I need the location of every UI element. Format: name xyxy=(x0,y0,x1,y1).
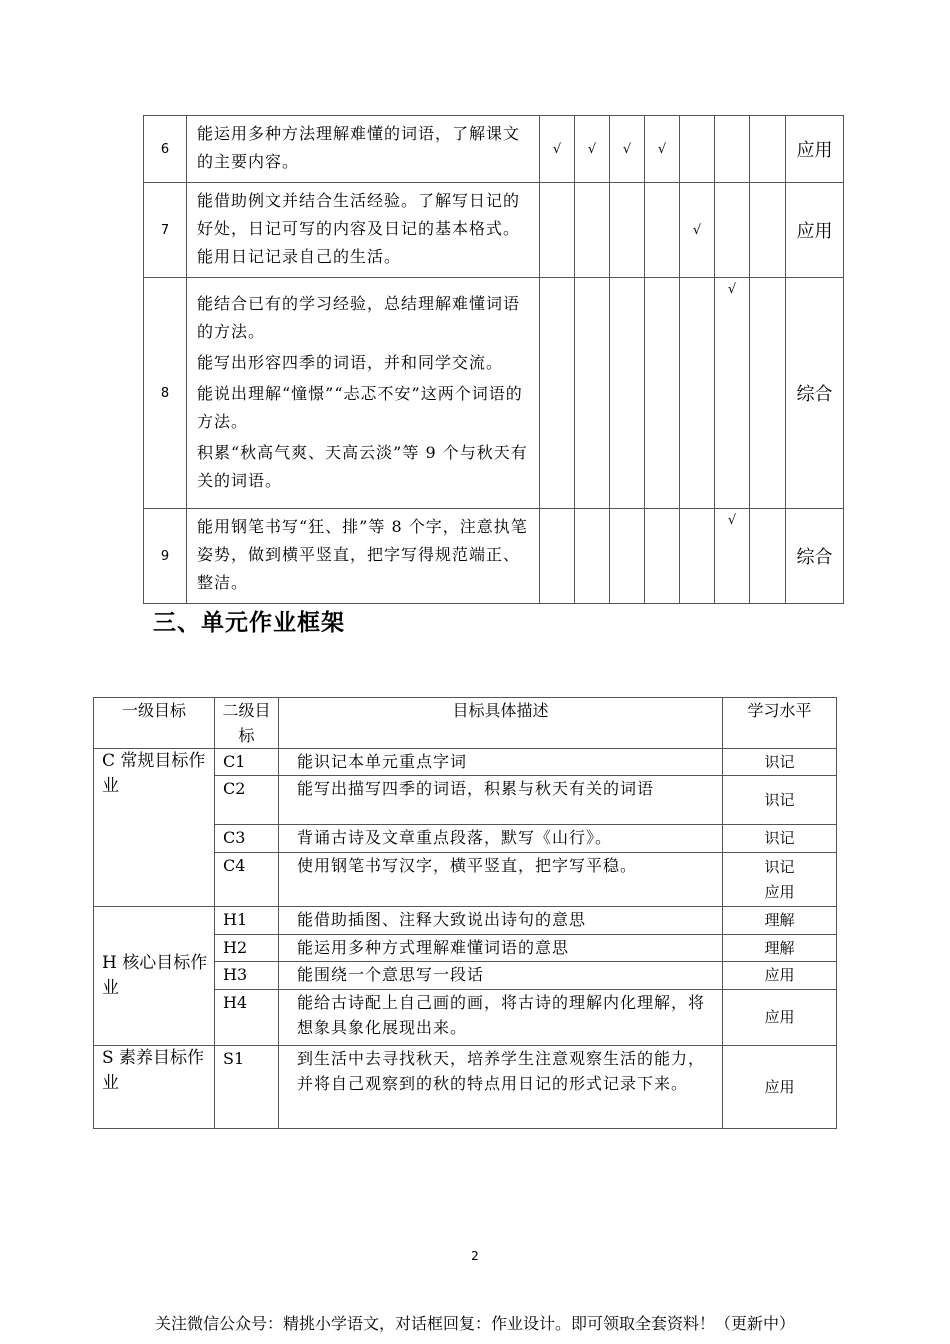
check-cell: √ xyxy=(645,116,680,183)
goal-level: 应用 xyxy=(723,962,837,990)
page-number: 2 xyxy=(471,1249,479,1263)
table-row xyxy=(94,749,837,776)
level-cell: 综合 xyxy=(786,278,844,509)
footer-note: 关注微信公众号：精挑小学语文，对话框回复：作业设计。即可领取全套资料！（更新中） xyxy=(154,1314,795,1333)
goal-code: S1 xyxy=(215,1046,279,1129)
objective-description: 能用钢笔书写“狂、排”等 8 个字，注意执笔姿势，做到横平竖直，把字写得规范端正、整洁。 xyxy=(187,509,540,604)
check-cell: √ xyxy=(715,509,750,604)
table-row xyxy=(94,1046,837,1129)
goal-description: 能写出描写四季的词语，积累与秋天有关的词语 xyxy=(279,776,723,825)
check-cell xyxy=(750,509,786,604)
table-row xyxy=(144,278,844,509)
goal-description: 能围绕一个意思写一段话 xyxy=(279,962,723,990)
check-cell xyxy=(750,183,786,278)
group-label: S 素养目标作业 xyxy=(94,1046,215,1129)
check-cell xyxy=(750,116,786,183)
header-description: 目标具体描述 xyxy=(279,698,723,749)
check-cell xyxy=(610,183,645,278)
table-row xyxy=(144,183,844,278)
check-cell xyxy=(715,116,750,183)
check-cell xyxy=(575,183,610,278)
goal-code: C4 xyxy=(215,853,279,907)
table-header-row xyxy=(94,698,837,749)
table-row xyxy=(144,116,844,183)
check-cell xyxy=(750,278,786,509)
header-level1: 一级目标 xyxy=(94,698,215,749)
check-cell: √ xyxy=(575,116,610,183)
section-heading: 三、单元作业框架 xyxy=(153,610,345,636)
check-cell xyxy=(540,278,575,509)
check-cell xyxy=(680,509,715,604)
goal-level: 识记 xyxy=(723,776,837,825)
goal-description: 能给古诗配上自己画的画，将古诗的理解内化理解，将想象具象化展现出来。 xyxy=(279,990,723,1046)
check-cell xyxy=(680,116,715,183)
group-label: C 常规目标作业 xyxy=(94,749,215,907)
check-cell xyxy=(645,278,680,509)
check-cell xyxy=(540,183,575,278)
goal-code: H4 xyxy=(215,990,279,1046)
goal-level: 应用 xyxy=(723,990,837,1046)
check-cell xyxy=(645,509,680,604)
objective-description: 能借助例文并结合生活经验。了解写日记的好处，日记可写的内容及日记的基本格式。能用日记记录自己的生活。 xyxy=(187,183,540,278)
level-cell: 综合 xyxy=(786,509,844,604)
check-cell xyxy=(540,509,575,604)
header-level2: 二级目标 xyxy=(215,698,279,749)
check-cell: √ xyxy=(680,183,715,278)
group-label: H 核心目标作业 xyxy=(94,907,215,1046)
check-cell xyxy=(610,509,645,604)
check-cell xyxy=(680,278,715,509)
row-number: 8 xyxy=(144,278,187,509)
objective-description: 能结合已有的学习经验，总结理解难懂词语的方法。 能写出形容四季的词语，并和同学交流。 能说出理解“憧憬”“忐忑不安”这两个词语的方法。 积累“秋高气爽、天高云淡”等 9 个与秋天有关的词语。 xyxy=(187,278,540,509)
goal-code: C3 xyxy=(215,825,279,853)
goal-level: 识记 xyxy=(723,749,837,776)
goal-level: 理解 xyxy=(723,935,837,962)
row-number: 6 xyxy=(144,116,187,183)
framework-table xyxy=(93,697,837,1129)
goal-level: 识记 xyxy=(723,825,837,853)
goal-level: 应用 xyxy=(723,1046,837,1129)
row-number: 7 xyxy=(144,183,187,278)
goal-code: C1 xyxy=(215,749,279,776)
goal-description: 能识记本单元重点字词 xyxy=(279,749,723,776)
goal-code: C2 xyxy=(215,776,279,825)
check-cell xyxy=(575,509,610,604)
goal-description: 能运用多种方式理解难懂词语的意思 xyxy=(279,935,723,962)
level-cell: 应用 xyxy=(786,183,844,278)
header-learning-level: 学习水平 xyxy=(723,698,837,749)
goal-code: H3 xyxy=(215,962,279,990)
check-cell xyxy=(575,278,610,509)
goal-code: H2 xyxy=(215,935,279,962)
check-cell: √ xyxy=(540,116,575,183)
check-cell xyxy=(715,183,750,278)
check-cell: √ xyxy=(610,116,645,183)
goal-description: 背诵古诗及文章重点段落，默写《山行》。 xyxy=(279,825,723,853)
check-cell xyxy=(610,278,645,509)
objective-description: 能运用多种方法理解难懂的词语，了解课文的主要内容。 xyxy=(187,116,540,183)
table-row xyxy=(94,907,837,935)
row-number: 9 xyxy=(144,509,187,604)
goal-description: 到生活中去寻找秋天，培养学生注意观察生活的能力，并将自己观察到的秋的特点用日记的形式记录下来。 xyxy=(279,1046,723,1129)
check-cell: √ xyxy=(715,278,750,509)
goal-description: 使用钢笔书写汉字，横平竖直，把字写平稳。 xyxy=(279,853,723,907)
check-cell xyxy=(645,183,680,278)
goal-level: 识记 应用 xyxy=(723,853,837,907)
objectives-table xyxy=(143,115,844,604)
goal-level: 理解 xyxy=(723,907,837,935)
level-cell: 应用 xyxy=(786,116,844,183)
table-row xyxy=(144,509,844,604)
goal-description: 能借助插图、注释大致说出诗句的意思 xyxy=(279,907,723,935)
goal-code: H1 xyxy=(215,907,279,935)
